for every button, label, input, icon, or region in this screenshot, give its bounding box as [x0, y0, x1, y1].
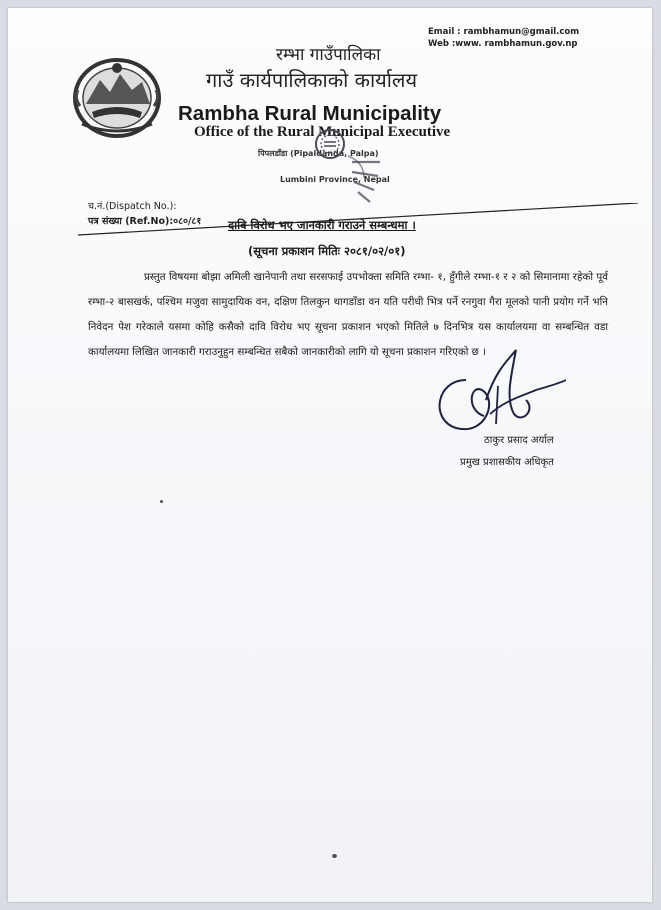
handwritten-signature [426, 340, 566, 440]
nepal-emblem-logo [70, 54, 164, 140]
notice-publish-date: (सूचना प्रकाशन मितिः २०८१/०२/०१) [248, 244, 406, 258]
letter-page [8, 8, 652, 902]
contact-info [428, 26, 579, 50]
email-text: Email : rambhamun@gmail.com [428, 27, 580, 37]
notice-subject: दावि विरोध भए जानकारी गराउने सम्बन्धमा । [228, 218, 416, 232]
paper-speck [160, 500, 163, 503]
english-municipality-name: Rambha Rural Municipality [178, 102, 442, 125]
province-country: Lumbini Province, Nepal [280, 175, 390, 184]
office-address: पिपलडाँडा (Pipaldanda, Palpa) [258, 149, 379, 158]
office-stamp [304, 122, 388, 208]
website-text: Web :www. rambhamun.gov.np [428, 39, 578, 49]
reference-number: पत्र संख्या (Ref.No):०८०/८१ [88, 216, 202, 227]
english-office-name: Office of the Rural Municipal Executive [194, 124, 451, 140]
notice-paragraph: प्रस्तुत विषयमा बोझा अमिली खानेपानी तथा सरसफाई उपभोक्ता समिति रम्भा- १, हुँगीले रम्भा-१ र २ को सिमानामा रहेको पूर्व रम्भा-२ बासखर्क, पश्चिम मजुवा सामुदायिक वन, दक्षिण तिलकुन थागडाँडा वन यति परीधी भित्र पर्ने रनगुवा गैरा मूलको पानी प्रयोग गर्ने भनि निवेदन पेश गरेकाले यसमा कोहि कसैको दावि विरोध भए सूचना प्रकाशन भएको मितिले ७ दिनभित्र यस कार्यालयमा वा सम्बन्धित वडा कार्यालयमा लिखित जानकारी गराउनुहुन सम्बन्धित सबैको जानकारीको लागि यो सूचना प्रकाशन गरिएको छ । [88, 271, 608, 358]
paper-speck [332, 854, 337, 858]
signatory-name: ठाकुर प्रसाद अर्याल [484, 435, 554, 446]
signatory-title: प्रमुख प्रशासकीय अधिकृत [460, 457, 554, 468]
nepali-office-name: गाउँ कार्यपालिकाको कार्यालय [206, 68, 418, 92]
dispatch-number: च.नं.(Dispatch No.): [88, 201, 177, 212]
nepali-municipality-name: रम्भा गाउँपालिका [276, 45, 381, 65]
